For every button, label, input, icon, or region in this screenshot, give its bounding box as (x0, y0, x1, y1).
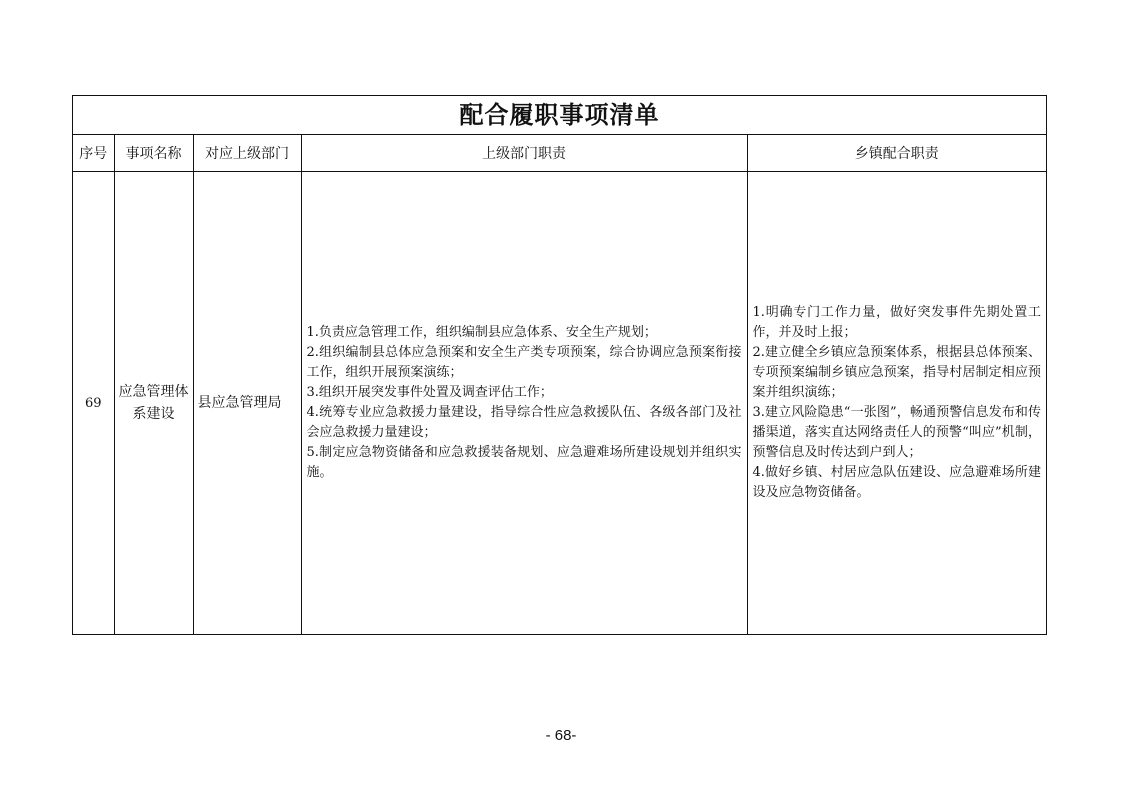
town-duty-4: 4.做好乡镇、村居应急队伍建设、应急避难场所建设及应急物资储备。 (752, 465, 1041, 500)
header-town-duties: 乡镇配合职责 (747, 135, 1046, 172)
town-duty-2: 2.建立健全乡镇应急预案体系，根据县总体预案、专项预案编制乡镇应急预案，指导村居制定相应预案并组织演练； (752, 345, 1041, 400)
upper-duty-5: 5.制定应急物资储备和应急救援装备规划、应急避难场所建设规划并组织实施。 (306, 445, 742, 480)
upper-duty-3: 3.组织开展突发事件处置及调查评估工作； (306, 385, 553, 400)
table-header-row (73, 135, 1046, 172)
row-no: 69 (73, 172, 114, 635)
town-duty-3: 3.建立风险隐患“一张图”，畅通预警信息发布和传播渠道，落实直达网络责任人的预警“叫应”机制，预警信息及时传达到户到人； (752, 405, 1041, 460)
town-duty-1: 1.明确专门工作力量，做好突发事件先期处置工作，并及时上报； (752, 305, 1041, 340)
row-town-duties (747, 172, 1046, 635)
document-title: 配合履职事项清单 (73, 96, 1046, 135)
row-upper-duties (301, 172, 747, 635)
header-item-name: 事项名称 (114, 135, 193, 172)
duty-list-table (73, 135, 1046, 634)
row-upper-dept: 县应急管理局 (193, 172, 301, 635)
page-number: - 68- (545, 727, 577, 744)
upper-duty-4: 4.统筹专业应急救援力量建设，指导综合性应急救援队伍、各级各部门及社会应急救援力量建设； (306, 405, 742, 440)
table-row (73, 172, 1046, 635)
header-upper-duties: 上级部门职责 (301, 135, 747, 172)
upper-duty-1: 1.负责应急管理工作，组织编制县应急体系、安全生产规划； (306, 325, 657, 340)
duty-list-table-container (72, 95, 1047, 635)
header-upper-dept: 对应上级部门 (193, 135, 301, 172)
row-item-name: 应急管理体系建设 (114, 172, 193, 635)
header-no: 序号 (73, 135, 114, 172)
upper-duty-2: 2.组织编制县总体应急预案和安全生产类专项预案，综合协调应急预案衔接工作，组织开展预案演练； (306, 345, 742, 380)
